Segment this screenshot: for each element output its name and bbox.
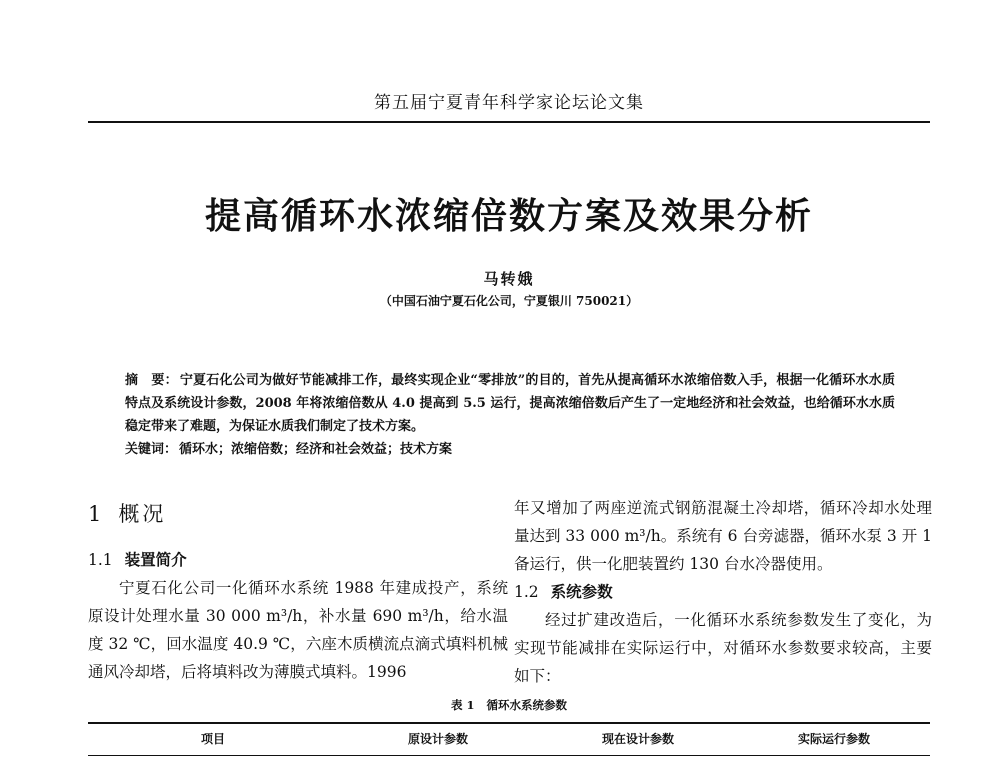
table-header-cell: 原设计参数 xyxy=(407,732,468,746)
subsection-1-1-heading xyxy=(88,546,508,574)
left-column xyxy=(88,494,508,686)
table-header-cell: 现在设计参数 xyxy=(601,732,674,746)
subsection-1-2-number: 1.2 xyxy=(514,583,539,601)
journal-header: 第五届宁夏青年科学家论坛论文集 xyxy=(374,93,644,113)
section-1-heading xyxy=(88,494,508,534)
right-column xyxy=(514,494,932,690)
keywords-label: 关键词： xyxy=(125,442,178,457)
section-1-title: 概况 xyxy=(118,502,167,526)
paper-title: 提高循环水浓缩倍数方案及效果分析 xyxy=(204,195,813,237)
table-header-cell: 项目 xyxy=(200,732,225,746)
subsection-1-2-heading xyxy=(514,578,932,606)
subsection-1-1-number: 1.1 xyxy=(88,551,113,569)
subsection-1-2-text: 经过扩建改造后，一化循环水系统参数发生了变化，为实现节能减排在实际运行中，对循环水参数要求较高，主要如下： xyxy=(514,611,932,685)
author-affiliation: （中国石油宁夏石化公司，宁夏银川 750021） xyxy=(379,294,639,308)
keywords-paragraph xyxy=(125,438,895,461)
table-top-rule xyxy=(88,722,930,724)
abstract-text: 宁夏石化公司为做好节能减排工作，最终实现企业“零排放”的目的，首先从提高循环水浓缩倍数入手，根据一化循环水水质特点及系统设计参数，2008 年将浓缩倍数从 4.0 提高到 5.5 运行，提高浓缩倍数后产生了一定地经济和社会效益，也给循环水水质稳定带来了难题，为保证水质我们制定了技术方案。 xyxy=(125,373,895,434)
abstract-block xyxy=(125,369,895,461)
header-rule xyxy=(88,121,930,123)
table-1-title: 循环水系统参数 xyxy=(486,698,567,712)
subsection-1-2-title: 系统参数 xyxy=(550,582,613,601)
table-header-rule xyxy=(88,755,930,756)
subsection-1-1-text: 宁夏石化公司一化循环水系统 1988 年建成投产，系统原设计处理水量 30 000 m³/h，补水量 690 m³/h，给水温度 32 ℃，回水温度 40.9 ℃，六座木质横流点滴式填料机械通风冷却塔，后将填料改为薄膜式填料。1996 xyxy=(88,579,508,681)
section-1-continued-text: 年又增加了两座逆流式钢筋混凝土冷却塔，循环冷却水处理量达到 33 000 m³/h。系统有 6 台旁滤器，循环水泵 3 开 1 备运行，供一化肥装置约 130 台水冷器使用。 xyxy=(514,499,932,573)
subsection-1-1-title: 装置简介 xyxy=(124,550,187,569)
table-1-header-row xyxy=(88,730,930,752)
author-name: 马转娥 xyxy=(483,270,535,288)
table-1-caption xyxy=(88,697,930,713)
table-header-cell: 实际运行参数 xyxy=(797,732,870,746)
abstract-label: 摘 要： xyxy=(125,373,178,388)
table-1-number: 表 1 xyxy=(450,698,475,712)
keywords-text: 循环水；浓缩倍数；经济和社会效益；技术方案 xyxy=(179,442,453,457)
abstract-paragraph xyxy=(125,369,895,438)
section-1-number: 1 xyxy=(88,502,105,526)
